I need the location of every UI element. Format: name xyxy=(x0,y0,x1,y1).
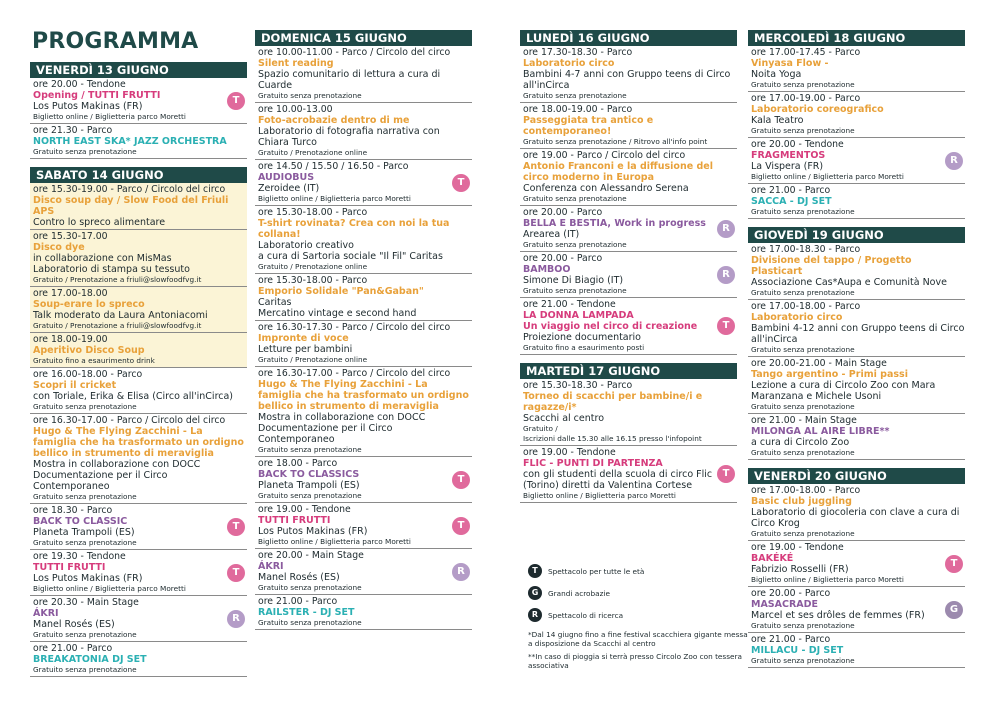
event-item xyxy=(30,368,247,414)
event-item xyxy=(30,124,247,159)
event-item xyxy=(748,243,965,300)
event-item xyxy=(30,183,247,230)
event-time: ore 19.30 - Tendone xyxy=(33,551,126,562)
event-item xyxy=(30,504,247,550)
day-header: SABATO 14 GIUGNO xyxy=(30,167,247,183)
event-title: Passeggiata tra antico e contemporaneo! xyxy=(523,115,654,137)
event-time: ore 21.00 - Tendone xyxy=(523,299,616,310)
event-ticket-info: Gratuito / Prenotazione online xyxy=(258,262,368,271)
event-ticket-info: Gratuito senza prenotazione xyxy=(523,286,627,295)
event-title: TUTTI FRUTTI xyxy=(258,515,331,526)
day-header: DOMENICA 15 GIUGNO xyxy=(255,30,472,46)
event-ticket-info: Gratuito senza prenotazione / Ritrovo all'info point xyxy=(523,137,708,146)
event-item xyxy=(520,446,737,503)
event-time: ore 20.00 - Tendone xyxy=(33,79,126,90)
event-description: Marcel et ses drôles de femmes (FR) xyxy=(751,610,925,621)
event-ticket-info: Gratuito senza prenotazione xyxy=(751,126,855,135)
event-ticket-info: Gratuito / Prenotazione a friuli@slowfoodfvg.it xyxy=(33,275,202,284)
event-ticket-info: Gratuito / xyxy=(523,424,558,433)
event-time: ore 21.30 - Parco xyxy=(33,125,113,136)
event-ticket-info: Biglietto online / Biglietteria parco Moretti xyxy=(258,194,411,203)
event-time: ore 20.00-21.00 - Main Stage xyxy=(751,358,887,369)
event-ticket-info: Biglietto online / Biglietteria parco Moretti xyxy=(33,584,186,593)
event-description: Conferenza con Alessandro Serena xyxy=(523,183,689,194)
event-item xyxy=(748,414,965,460)
event-description: Simone Di Biagio (IT) xyxy=(523,275,624,286)
event-title: RAILSTER - DJ SET xyxy=(258,607,355,618)
event-description: Mostra in collaborazione con DOCC Documentazione per il Circo Contemporaneo xyxy=(258,412,426,445)
event-description: Laboratorio di stampa su tessuto xyxy=(33,264,190,275)
event-item xyxy=(30,287,247,333)
event-ticket-info: Gratuito senza prenotazione xyxy=(33,630,137,639)
event-item xyxy=(520,103,737,149)
day-header: GIOVEDÌ 19 GIUGNO xyxy=(748,227,965,243)
event-time: ore 20.00 - Parco xyxy=(523,207,603,218)
event-item xyxy=(255,206,472,274)
event-description: Laboratorio di giocoleria con clave a cura di Circo Krog xyxy=(751,507,960,529)
event-item xyxy=(30,78,247,124)
category-badge-t: T xyxy=(717,317,735,335)
event-item xyxy=(748,587,965,633)
event-title: BACK TO CLASSICS xyxy=(258,469,360,480)
legend-label: Spettacolo per tutte le età xyxy=(548,566,645,576)
event-title: Aperitivo Disco Soup xyxy=(33,345,145,356)
event-item xyxy=(748,300,965,357)
day-header: LUNEDÌ 16 GIUGNO xyxy=(520,30,737,46)
event-title: Silent reading xyxy=(258,58,334,69)
event-ticket-info: Gratuito / Prenotazione online xyxy=(258,355,368,364)
event-description: a cura di Circolo Zoo xyxy=(751,437,850,448)
event-description: Letture per bambini xyxy=(258,344,353,355)
event-description: Associazione Cas*Aupa e Comunità Nove xyxy=(751,277,947,288)
event-description: Mostra in collaborazione con DOCC Documentazione per il Circo Contemporaneo xyxy=(33,459,201,492)
event-time: ore 15.30-17.00 xyxy=(33,231,108,242)
event-title: Un viaggio nel circo di creazione xyxy=(523,321,698,332)
event-time: ore 21.00 - Parco xyxy=(751,634,831,645)
event-item xyxy=(255,503,472,549)
event-ticket-info: Biglietto online / Biglietteria parco Moretti xyxy=(258,537,411,546)
page-title: PROGRAMMA xyxy=(32,29,199,54)
category-badge-t: T xyxy=(227,92,245,110)
event-description: Proiezione documentario xyxy=(523,332,641,343)
event-description: Los Putos Makinas (FR) xyxy=(258,526,368,537)
legend-icon-r: R xyxy=(528,608,542,622)
event-time: ore 20.00 - Main Stage xyxy=(258,550,364,561)
event-description: Fabrizio Rosselli (FR) xyxy=(751,564,849,575)
event-time: ore 18.00 - Parco xyxy=(258,458,338,469)
event-ticket-info: Gratuito senza prenotazione xyxy=(33,402,137,411)
footnote: **In caso di pioggia si terrà presso Circolo Zoo con tessera associativa xyxy=(528,652,742,670)
event-item xyxy=(748,484,965,541)
event-title: FLIC - PUNTI DI PARTENZA xyxy=(523,458,663,469)
column-4 xyxy=(748,30,965,668)
event-description: Scacchi al centro xyxy=(523,413,605,424)
event-description: Los Putos Makinas (FR) xyxy=(33,101,143,112)
day-header: MARTEDÌ 17 GIUGNO xyxy=(520,363,737,379)
day-header: VENERDÌ 13 GIUGNO xyxy=(30,62,247,78)
event-title: BAMBOO xyxy=(523,264,571,275)
event-title: Antonio Franconi e la diffusione del circo moderno in Europa xyxy=(523,161,713,183)
event-item xyxy=(30,414,247,504)
event-ticket-info: Gratuito senza prenotazione xyxy=(751,621,855,630)
legend-icon-t: T xyxy=(528,564,542,578)
event-item xyxy=(255,160,472,206)
event-time: ore 20.30 - Main Stage xyxy=(33,597,139,608)
event-description: Arearea (IT) xyxy=(523,229,580,240)
event-item xyxy=(30,596,247,642)
event-title: Disco dye xyxy=(33,242,85,253)
event-time: ore 15.30-18.00 - Parco xyxy=(258,207,368,218)
event-title: MASACRADE xyxy=(751,599,819,610)
event-description: La Vispera (FR) xyxy=(751,161,824,172)
legend-item xyxy=(528,560,748,582)
event-ticket-info: Gratuito senza prenotazione xyxy=(33,665,137,674)
event-description: Planeta Trampoli (ES) xyxy=(258,480,360,491)
event-ticket-info: Gratuito senza prenotazione xyxy=(33,492,137,501)
event-title: Laboratorio coreografico xyxy=(751,104,884,115)
event-description: Spazio comunitario di lettura a cura di Cuarde xyxy=(258,69,441,91)
event-time: ore 21.00 - Main Stage xyxy=(751,415,857,426)
event-time: ore 15.30-18.00 - Parco xyxy=(258,275,368,286)
event-item xyxy=(748,92,965,138)
event-title: Torneo di scacchi per bambine/i e ragazze/i* xyxy=(523,391,703,413)
column-1 xyxy=(30,62,247,677)
event-time: ore 10.00-11.00 - Parco / Circolo del circo xyxy=(258,47,451,58)
event-ticket-info: Gratuito senza prenotazione xyxy=(258,618,362,627)
event-description: Mercatino vintage e second hand xyxy=(258,308,417,319)
event-description: Manel Rosés (ES) xyxy=(33,619,115,630)
event-title: BACK TO CLASSIC xyxy=(33,516,128,527)
event-time: ore 19.00 - Parco / Circolo del circo xyxy=(523,150,686,161)
event-time: ore 17.00-17.45 - Parco xyxy=(751,47,861,58)
event-item xyxy=(255,457,472,503)
event-title: ÁKRI xyxy=(258,561,284,572)
event-time: ore 21.00 - Parco xyxy=(258,596,338,607)
event-item xyxy=(30,333,247,368)
event-time: ore 15.30-19.00 - Parco / Circolo del circo xyxy=(33,184,226,195)
event-description: Manel Rosés (ES) xyxy=(258,572,340,583)
event-description: Contro lo spreco alimentare xyxy=(33,217,166,228)
event-time: ore 20.00 - Tendone xyxy=(751,139,844,150)
category-badge-r: R xyxy=(452,563,470,581)
event-item xyxy=(520,379,737,446)
event-description: Planeta Trampoli (ES) xyxy=(33,527,135,538)
event-time: ore 21.00 - Parco xyxy=(751,185,831,196)
event-item xyxy=(255,103,472,160)
event-item xyxy=(748,46,965,92)
event-description: Caritas xyxy=(258,297,292,308)
legend-icon-g: G xyxy=(528,586,542,600)
event-time: ore 19.00 - Tendone xyxy=(258,504,351,515)
day-header: VENERDÌ 20 GIUGNO xyxy=(748,468,965,484)
legend-item xyxy=(528,582,748,604)
event-description: Kala Teatro xyxy=(751,115,804,126)
event-item xyxy=(255,549,472,595)
day-header: MERCOLEDÌ 18 GIUGNO xyxy=(748,30,965,46)
legend-item xyxy=(528,604,748,626)
event-item xyxy=(30,642,247,677)
event-ticket-info: Gratuito / Prenotazione online xyxy=(258,148,368,157)
category-badge-t: T xyxy=(452,471,470,489)
event-description: con Toriale, Erika & Elisa (Circo all'inCirca) xyxy=(33,391,234,402)
event-time: ore 17.00-18.00 - Parco xyxy=(751,485,861,496)
event-title: BREAKATONIA DJ SET xyxy=(33,654,147,665)
event-ticket-info: Gratuito senza prenotazione xyxy=(523,240,627,249)
event-title: Scopri il cricket xyxy=(33,380,117,391)
event-time: ore 16.30-17.00 - Parco / Circolo del circo xyxy=(258,368,451,379)
event-ticket-info: Biglietto online / Biglietteria parco Moretti xyxy=(751,172,904,181)
event-ticket-info: Gratuito senza prenotazione xyxy=(258,445,362,454)
category-badge-r: R xyxy=(227,610,245,628)
event-description: Bambini 4-7 anni con Gruppo teens di Circo all'inCirca xyxy=(523,69,731,91)
event-description: in collaborazione con MisMas xyxy=(33,253,172,264)
category-badge-t: T xyxy=(227,564,245,582)
event-title: LA DONNA LAMPADA xyxy=(523,310,634,321)
event-item xyxy=(520,252,737,298)
category-badge-t: T xyxy=(717,465,735,483)
event-item xyxy=(748,138,965,184)
event-ticket-info: Gratuito senza prenotazione xyxy=(258,91,362,100)
event-title: Emporio Solidale "Pan&Gaban" xyxy=(258,286,424,297)
event-time: ore 20.00 - Parco xyxy=(523,253,603,264)
category-badge-t: T xyxy=(452,517,470,535)
category-badge-t: T xyxy=(452,174,470,192)
event-time: ore 17.30-18.30 - Parco xyxy=(523,47,633,58)
event-time: ore 18.00-19.00 - Parco xyxy=(523,104,633,115)
event-title: ÁKRI xyxy=(33,608,59,619)
event-item xyxy=(30,550,247,596)
event-ticket-info: Gratuito senza prenotazione xyxy=(258,583,362,592)
event-title: Hugo & The Flying Zacchini - La famiglia che ha trasformato un ordigno bellico in strumento di meraviglia xyxy=(33,426,244,459)
event-description: Bambini 4-12 anni con Gruppo teens di Circo all'inCirca xyxy=(751,323,965,345)
event-time: ore 15.30-18.30 - Parco xyxy=(523,380,633,391)
event-time: ore 10.00-13.00 xyxy=(258,104,333,115)
event-ticket-info: Gratuito senza prenotazione xyxy=(751,656,855,665)
event-ticket-info: Gratuito senza prenotazione xyxy=(258,491,362,500)
legend-label: Spettacolo di ricerca xyxy=(548,610,624,620)
event-title: Divisione del tappo / Progetto Plasticart xyxy=(751,255,912,277)
event-item xyxy=(748,633,965,668)
event-title: SACCA - DJ SET xyxy=(751,196,832,207)
legend xyxy=(528,560,748,670)
event-title: Tango argentino - Primi passi xyxy=(751,369,908,380)
event-item xyxy=(520,46,737,103)
event-title: Laboratorio circo xyxy=(523,58,615,69)
category-badge-t: T xyxy=(227,518,245,536)
event-time: ore 16.00-18.00 - Parco xyxy=(33,369,143,380)
event-title: Basic club juggling xyxy=(751,496,852,507)
event-item xyxy=(255,46,472,103)
event-item xyxy=(748,357,965,414)
event-description: a cura di Sartoria sociale "Il Fil" Caritas xyxy=(258,251,443,262)
event-title: BAKÉKÉ xyxy=(751,553,794,564)
event-time: ore 21.00 - Parco xyxy=(33,643,113,654)
event-ticket-info: Biglietto online / Biglietteria parco Moretti xyxy=(751,575,904,584)
event-item xyxy=(520,298,737,355)
event-time: ore 14.50 / 15.50 / 16.50 - Parco xyxy=(258,161,409,172)
event-title: Soup-erare lo spreco xyxy=(33,299,145,310)
event-item xyxy=(748,541,965,587)
event-time: ore 18.30 - Parco xyxy=(33,505,113,516)
event-time: ore 20.00 - Parco xyxy=(751,588,831,599)
event-title: BELLA E BESTIA, Work in progress xyxy=(523,218,706,229)
event-time: ore 19.00 - Tendone xyxy=(523,447,616,458)
event-ticket-info: Gratuito / Prenotazione a friuli@slowfoodfvg.it xyxy=(33,321,202,330)
event-ticket-info: Biglietto online / Biglietteria parco Moretti xyxy=(33,112,186,121)
legend-label: Grandi acrobazie xyxy=(548,588,610,598)
event-ticket-info: Gratuito senza prenotazione xyxy=(33,147,137,156)
event-description: Laboratorio creativo xyxy=(258,240,354,251)
event-ticket-info: Gratuito senza prenotazione xyxy=(751,529,855,538)
event-title: Foto-acrobazie dentro di me xyxy=(258,115,410,126)
event-ticket-info: Gratuito senza prenotazione xyxy=(751,288,855,297)
event-time: ore 18.00-19.00 xyxy=(33,334,108,345)
category-badge-g: G xyxy=(945,601,963,619)
event-title: Impronte di voce xyxy=(258,333,349,344)
event-description: con gli studenti della scuola di circo Flic (Torino) diretti da Valentina Cortese xyxy=(523,469,713,491)
event-ticket-info: Gratuito senza prenotazione xyxy=(751,80,855,89)
event-title: MILLACU - DJ SET xyxy=(751,645,844,656)
category-badge-t: T xyxy=(945,555,963,573)
event-title: Laboratorio circo xyxy=(751,312,843,323)
event-item xyxy=(255,321,472,367)
event-item xyxy=(520,149,737,206)
event-description: Noita Yoga xyxy=(751,69,802,80)
column-3 xyxy=(520,30,737,503)
event-ticket-info: Gratuito senza prenotazione xyxy=(751,345,855,354)
event-ticket-info: Gratuito senza prenotazione xyxy=(33,538,137,547)
event-time: ore 17.00-18.00 xyxy=(33,288,108,299)
event-title: NORTH EAST SKA* JAZZ ORCHESTRA xyxy=(33,136,227,147)
event-title: Disco soup day / Slow Food del Friuli APS xyxy=(33,195,229,217)
event-time: ore 17.00-18.00 - Parco xyxy=(751,301,861,312)
event-description: Talk moderato da Laura Antoniacomi xyxy=(33,310,208,321)
category-badge-r: R xyxy=(717,220,735,238)
event-title: AUDIOBUS xyxy=(258,172,315,183)
event-title: Hugo & The Flying Zacchini - La famiglia che ha trasformato un ordigno bellico in strumento di meraviglia xyxy=(258,379,469,412)
event-time: ore 16.30-17.30 - Parco / Circolo del circo xyxy=(258,322,451,333)
event-ticket-info: Gratuito fino a esaurimento posti xyxy=(523,343,645,352)
event-item xyxy=(748,184,965,219)
event-description: Laboratorio di fotografia narrativa con Chiara Turco xyxy=(258,126,440,148)
event-ticket-info: Gratuito senza prenotazione xyxy=(523,194,627,203)
event-title: FRAGMENTOS xyxy=(751,150,826,161)
event-title: MILONGA AL AIRE LIBRE** xyxy=(751,426,890,437)
event-ticket-info: Iscrizioni dalle 15.30 alle 16.15 presso l'infopoint xyxy=(523,434,702,443)
event-item xyxy=(255,274,472,321)
event-title: Opening / TUTTI FRUTTI xyxy=(33,90,161,101)
event-title: T-shirt rovinata? Crea con noi la tua collana! xyxy=(258,218,450,240)
event-time: ore 17.00-18.30 - Parco xyxy=(751,244,861,255)
column-2 xyxy=(255,30,472,630)
event-ticket-info: Gratuito senza prenotazione xyxy=(751,402,855,411)
event-ticket-info: Gratuito fino a esaurimento drink xyxy=(33,356,155,365)
event-time: ore 17.00-19.00 - Parco xyxy=(751,93,861,104)
event-description: Lezione a cura di Circolo Zoo con Mara Maranzana e Michele Usoni xyxy=(751,380,936,402)
event-ticket-info: Biglietto online / Biglietteria parco Moretti xyxy=(523,491,676,500)
event-item xyxy=(255,367,472,457)
footnote: *Dal 14 giugno fino a fine festival scacchiera gigante messa a disposizione da Scacchi al centro xyxy=(528,630,748,648)
event-description: Zeroidee (IT) xyxy=(258,183,320,194)
event-description: Los Putos Makinas (FR) xyxy=(33,573,143,584)
event-item xyxy=(520,206,737,252)
category-badge-r: R xyxy=(717,266,735,284)
event-ticket-info: Gratuito senza prenotazione xyxy=(751,207,855,216)
event-title: Vinyasa Flow - xyxy=(751,58,829,69)
event-title: TUTTI FRUTTI xyxy=(33,562,106,573)
event-ticket-info: Gratuito senza prenotazione xyxy=(523,91,627,100)
event-ticket-info: Gratuito senza prenotazione xyxy=(751,448,855,457)
event-item xyxy=(255,595,472,630)
event-item xyxy=(30,230,247,287)
event-time: ore 19.00 - Tendone xyxy=(751,542,844,553)
category-badge-r: R xyxy=(945,152,963,170)
event-time: ore 16.30-17.00 - Parco / Circolo del circo xyxy=(33,415,226,426)
